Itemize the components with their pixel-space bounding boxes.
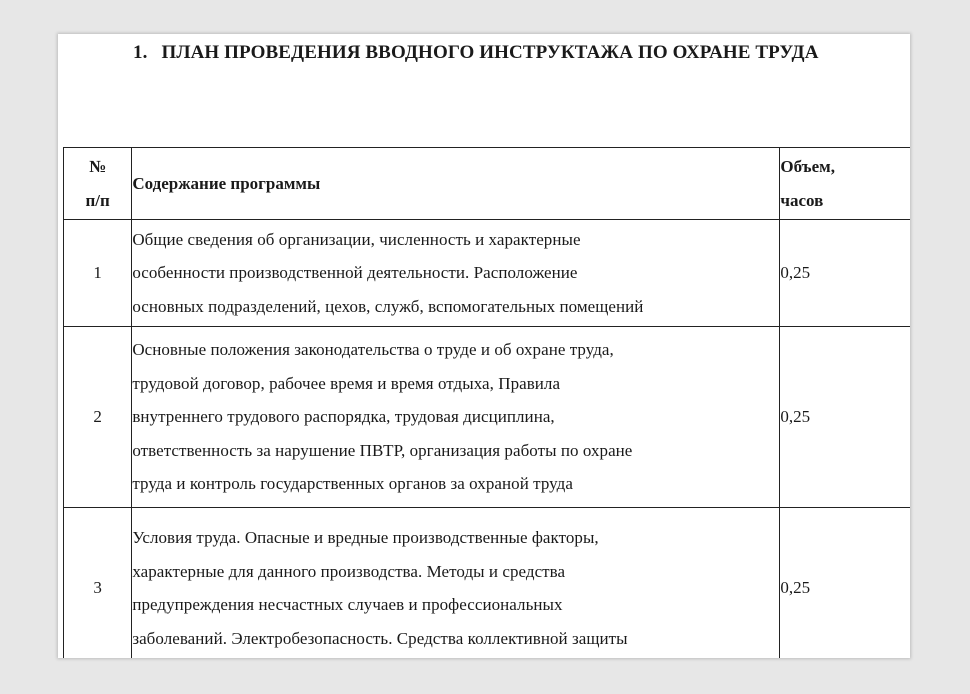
- header-volume-line1: Объем,: [780, 156, 835, 176]
- row-number: 3: [64, 508, 132, 659]
- document-page: [58, 34, 910, 658]
- content-line: заболеваний. Электробезопасность. Средства коллективной защиты: [132, 628, 628, 648]
- content-line: Условия труда. Опасные и вредные производственные факторы,: [132, 528, 599, 547]
- document-title: [133, 42, 819, 64]
- row-content: [132, 327, 780, 508]
- content-line: внутреннего трудового распорядка, трудовая дисциплина,: [132, 407, 555, 427]
- content-line: ответственность за нарушение ПВТР, организация работы по охране: [132, 440, 633, 460]
- content-line: особенности производственной деятельности. Расположение: [132, 263, 578, 283]
- header-number-line1: №: [89, 156, 107, 176]
- content-line: Общие сведения об организации, численность и характерные: [132, 229, 581, 249]
- row-volume: 0,25: [780, 508, 910, 659]
- table-row: [64, 327, 911, 508]
- header-content: Содержание программы: [132, 148, 780, 220]
- header-volume: [780, 148, 910, 220]
- content-line: основных подразделений, цехов, служб, вспомогательных помещений: [132, 296, 644, 316]
- title-text: ПЛАН ПРОВЕДЕНИЯ ВВОДНОГО ИНСТРУКТАЖА ПО ОХРАНЕ ТРУДА: [161, 42, 819, 63]
- table-row: [64, 220, 911, 327]
- content-line: характерные для данного производства. Методы и средства: [132, 561, 566, 581]
- content-line: предупреждения несчастных случаев и профессиональных: [132, 595, 563, 614]
- content-line: трудовой договор, рабочее время и время отдыха, Правила: [132, 373, 561, 393]
- instruction-plan-table: [63, 147, 910, 658]
- table-header-row: [64, 148, 911, 220]
- row-content: [132, 220, 780, 327]
- row-number: 2: [64, 327, 132, 508]
- row-volume: 0,25: [780, 327, 910, 508]
- content-line: труда и контроль государственных органов за охраной труда: [132, 474, 573, 494]
- row-number: 1: [64, 220, 132, 327]
- content-line: Основные положения законодательства о труде и об охране труда,: [132, 340, 614, 360]
- row-volume: 0,25: [780, 220, 910, 327]
- header-volume-line2: часов: [780, 190, 824, 210]
- header-number: [64, 148, 132, 220]
- header-number-line2: п/п: [85, 190, 110, 210]
- table-row: [64, 508, 911, 659]
- title-number: 1.: [133, 42, 148, 63]
- row-content: [132, 508, 780, 659]
